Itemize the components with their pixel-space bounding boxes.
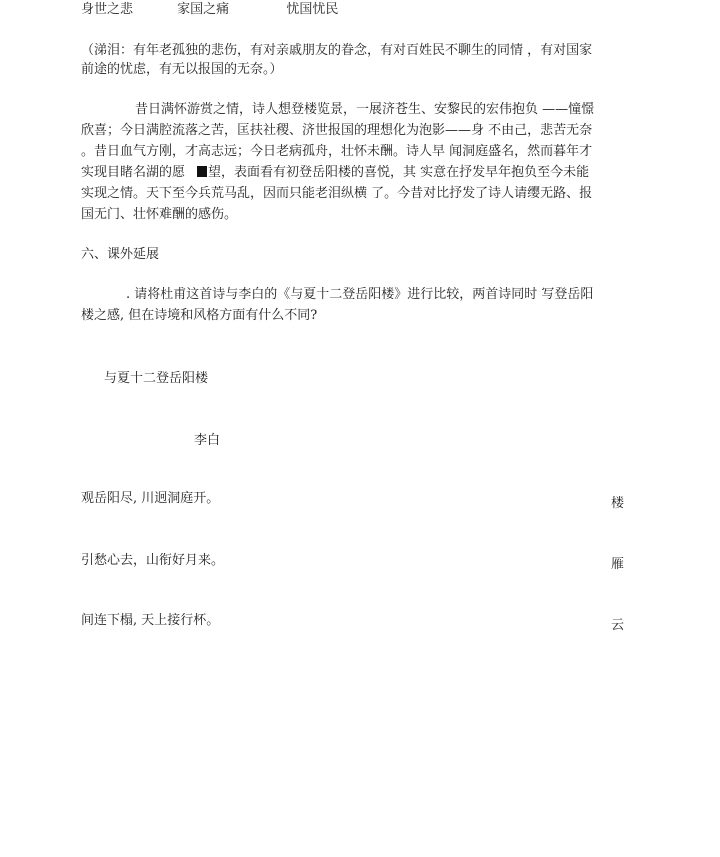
question-line-1: . 请将杜甫这首诗与李白的《与夏十二登岳阳楼》进行比较，两首诗同时 写登岳阳: [126, 287, 594, 302]
poem-line-3: 间连下榻, 天上接行杯。: [81, 613, 220, 628]
poem-line-2: 引愁心去，山衔好月来。: [81, 553, 225, 568]
poem-right-char-3: 云: [611, 618, 625, 633]
question-line-2: 楼之感, 但在诗境和风格方面有什么不同?: [81, 308, 318, 323]
note-line-2: 前途的忧虑，有无以报国的无奈。）: [81, 62, 283, 77]
paragraph-line-4-end: 望，表面看有初登岳阳楼的喜悦，其 实意在抒发早年抱负至今未能: [208, 165, 590, 180]
paragraph-line-5: 实现之情。天下至今兵荒马乱，因而只能老泪纵横 了。今昔对比抒发了诗人请缨无路、报: [81, 186, 593, 201]
poem-line-1: 观岳阳尽, 川迥洞庭开。: [81, 491, 220, 506]
paragraph-line-3: 。昔日血气方刚，才高志远；今日老病孤舟，壮怀未酬。诗人早 闻洞庭盛名，然而暮年才: [81, 144, 593, 159]
paragraph-line-4-start: 实现目睹名湖的愿: [81, 165, 186, 180]
top-phrases: [81, 0, 338, 20]
poem-title: 与夏十二登岳阳楼: [104, 371, 209, 386]
poem-author: 李白: [194, 433, 221, 448]
section-heading: 六、课外延展: [81, 247, 160, 262]
top-phrase-3: 忧国忧民: [286, 2, 339, 17]
paragraph-line-1: 昔日满怀游赏之情，诗人想登楼览景，一展济苍生、安黎民的宏伟抱负 ——憧憬: [135, 102, 595, 117]
top-phrase-1: 身世之悲: [81, 2, 134, 17]
redaction-mark: [197, 166, 207, 177]
paragraph-line-4: [81, 163, 589, 183]
note-line-1: （涕泪：有年老孤独的悲伤，有对亲戚朋友的眷念，有对百姓民不聊生的同情 ，有对国家: [81, 43, 593, 58]
poem-right-char-2: 雁: [611, 557, 625, 572]
top-phrase-2: 家国之痛: [177, 2, 230, 17]
paragraph-line-6: 国无门、壮怀难酬的感伤。: [81, 207, 238, 222]
paragraph-line-2: 欣喜；今日满腔流落之苦，匡扶社稷、济世报国的理想化为泡影——身 不由己，悲苦无奈: [81, 123, 593, 138]
poem-right-char-1: 楼: [611, 496, 625, 511]
